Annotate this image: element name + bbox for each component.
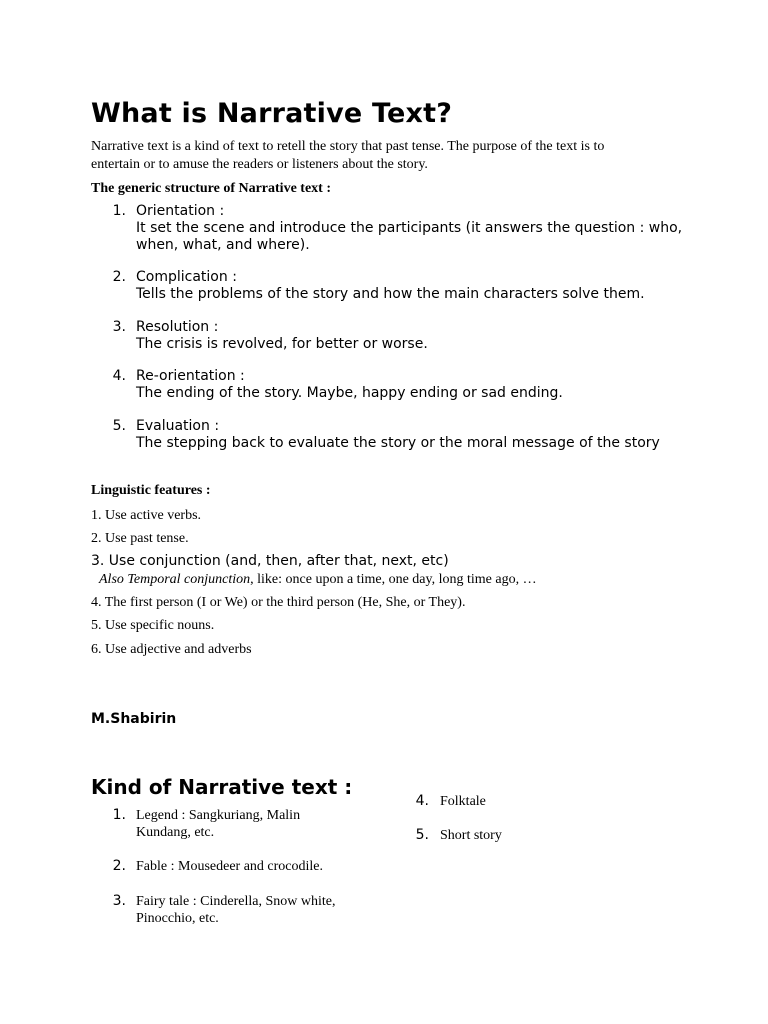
item-description: Tells the problems of the story and how the main characters solve them.	[136, 286, 645, 302]
linguistic-feature-4: 4. The first person (I or We) or the third person (He, She, or They).	[91, 595, 466, 610]
item-title: Orientation :	[136, 203, 225, 219]
intro-paragraph: Narrative text is a kind of text to retell the story that past tense. The purpose of the text is to entertain or to amuse the readers or listeners about the story.	[91, 139, 605, 172]
item-description: It set the scene and introduce the participants (it answers the question : who,	[136, 220, 683, 236]
temporal-conjunction-examples: , like: once upon a time, one day, long time ago, …	[250, 572, 537, 587]
item-description-cont: when, what, and where).	[136, 237, 310, 253]
list-number: 5.	[415, 827, 429, 843]
kind-text-cont: Kundang, etc.	[136, 825, 215, 840]
list-number: 1.	[112, 807, 126, 823]
structure-heading: The generic structure of Narrative text :	[91, 181, 331, 196]
linguistic-feature-3-note	[99, 571, 537, 589]
item-description: The ending of the story. Maybe, happy ending or sad ending.	[136, 385, 563, 401]
list-number: 2.	[112, 269, 126, 285]
kind-text: Fable : Mousedeer and crocodile.	[136, 859, 323, 874]
list-number: 4.	[415, 793, 429, 809]
kind-text: Fairy tale : Cinderella, Snow white,	[136, 894, 336, 909]
item-title: Evaluation :	[136, 418, 220, 434]
item-description: The stepping back to evaluate the story or the moral message of the story	[136, 435, 660, 451]
list-number: 2.	[112, 858, 126, 874]
item-title: Resolution :	[136, 319, 219, 335]
kind-text: Legend : Sangkuriang, Malin	[136, 808, 301, 823]
temporal-conjunction-label: Also Temporal conjunction	[99, 572, 251, 587]
list-number: 3.	[112, 893, 126, 909]
kind-text-cont: Pinocchio, etc.	[136, 911, 219, 926]
linguistic-heading: Linguistic features :	[91, 483, 211, 498]
list-number: 5.	[112, 418, 126, 434]
list-number: 4.	[112, 368, 126, 384]
list-number: 3.	[112, 319, 126, 335]
linguistic-feature-2: 2. Use past tense.	[91, 531, 189, 546]
item-description: The crisis is revolved, for better or worse.	[136, 336, 428, 352]
page-title: What is Narrative Text?	[91, 98, 453, 129]
linguistic-feature-6: 6. Use adjective and adverbs	[91, 642, 252, 657]
linguistic-feature-5: 5. Use specific nouns.	[91, 618, 215, 633]
kind-text: Short story	[440, 828, 502, 843]
kind-text: Folktale	[440, 794, 486, 809]
kind-heading: Kind of Narrative text :	[91, 775, 353, 799]
list-number: 1.	[112, 203, 126, 219]
item-title: Re-orientation :	[136, 368, 245, 384]
linguistic-feature-1: 1. Use active verbs.	[91, 508, 202, 523]
item-title: Complication :	[136, 269, 237, 285]
linguistic-feature-3: 3. Use conjunction (and, then, after that, next, etc)	[91, 553, 449, 569]
author-name: M.Shabirin	[91, 711, 177, 727]
